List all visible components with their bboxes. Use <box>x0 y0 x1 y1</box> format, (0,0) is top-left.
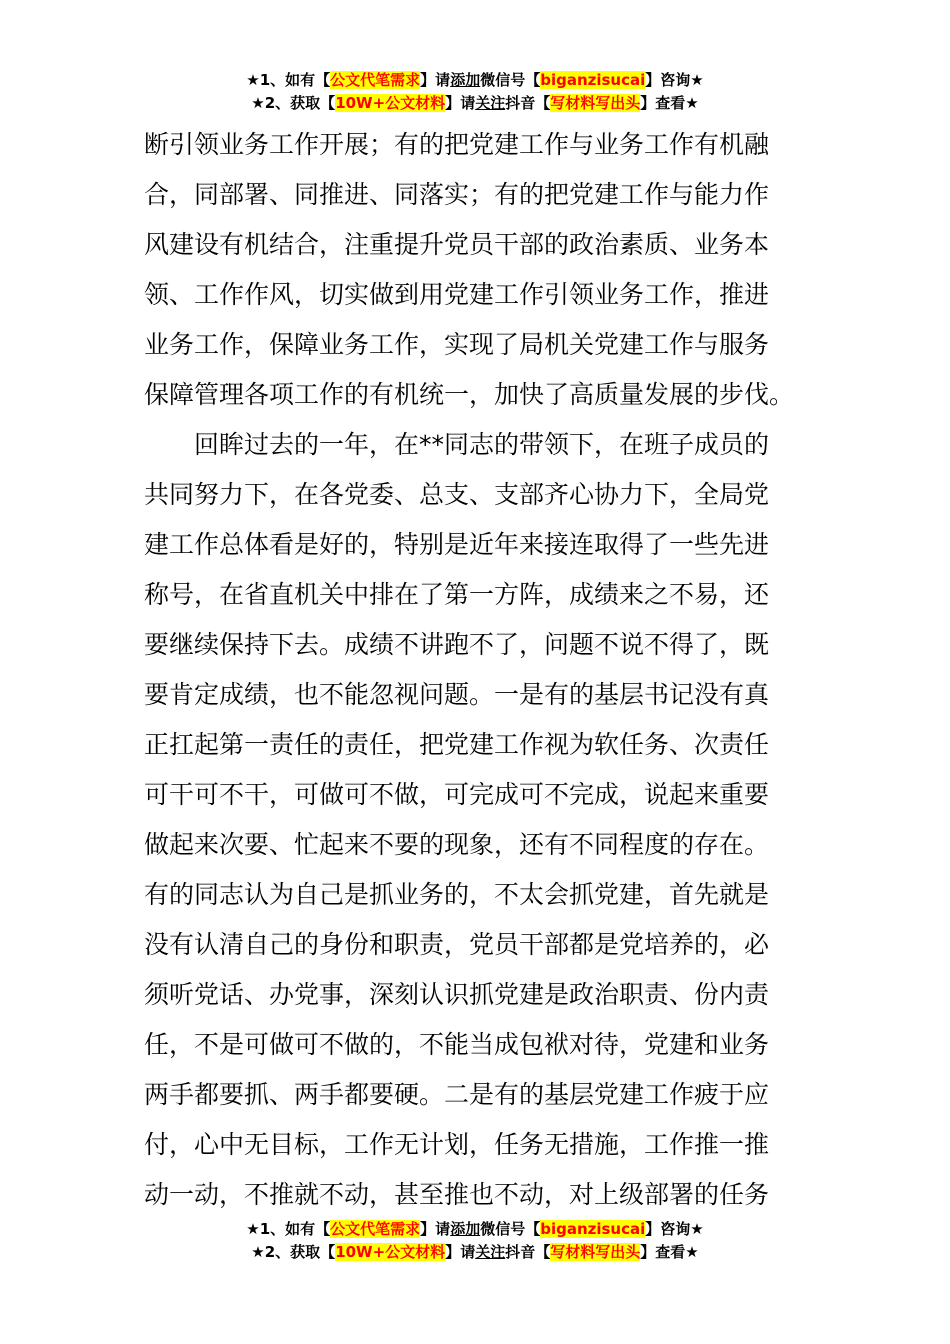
banner-text: 抖音【 <box>505 94 551 112</box>
body-line: 任，不是可做可不做的，不能当成包袱对待，党建和业务 <box>144 1030 770 1059</box>
body-line: 做起来次要、忙起来不要的现象，还有不同程度的存在。 <box>144 830 770 859</box>
body-line: 称号，在省直机关中排在了第一方阵，成绩来之不易，还 <box>144 580 770 609</box>
body-line: 合，同部署、同推进、同落实；有的把党建工作与能力作 <box>144 180 770 209</box>
body-line: 回眸过去的一年，在**同志的带领下，在班子成员的 <box>144 430 770 459</box>
banner-highlight: 10W+公文材料 <box>335 94 446 112</box>
banner-text: 】咨询★ <box>645 1220 704 1238</box>
banner-text: ★2、获取【 <box>251 1243 336 1261</box>
body-line: 要继续保持下去。成绩不讲跑不了，问题不说不得了，既 <box>144 630 770 659</box>
banner-highlight: 写材料写出头 <box>550 1243 641 1261</box>
body-line: 业务工作，保障业务工作，实现了局机关党建工作与服务 <box>144 330 770 359</box>
banner-highlight: 10W+公文材料 <box>335 1243 446 1261</box>
header-banner <box>0 69 950 115</box>
banner-line-2 <box>0 92 950 115</box>
banner-text: 】查看★ <box>640 1243 699 1261</box>
banner-line-2 <box>0 1241 950 1264</box>
banner-text: ★1、如有【 <box>246 71 331 89</box>
body-line: 有的同志认为自己是抓业务的，不太会抓党建，首先就是 <box>144 880 770 909</box>
banner-highlight: biganzisucai <box>540 71 646 89</box>
banner-text: 】请 <box>420 71 451 89</box>
body-line: 正扛起第一责任的责任，把党建工作视为软任务、次责任 <box>144 730 770 759</box>
body-line: 要肯定成绩，也不能忽视问题。一是有的基层书记没有真 <box>144 680 770 709</box>
body-line: 两手都要抓、两手都要硬。二是有的基层党建工作疲于应 <box>144 1080 770 1109</box>
body-line: 可干可不干，可做可不做，可完成可不完成，说起来重要 <box>144 780 770 809</box>
banner-highlight: 公文代笔需求 <box>330 1220 421 1238</box>
document-body <box>144 120 808 1220</box>
banner-underline: 添加 <box>450 71 481 89</box>
banner-text: 】请 <box>420 1220 451 1238</box>
banner-text: 微信号【 <box>480 1220 541 1238</box>
body-line: 风建设有机结合，注重提升党员干部的政治素质、业务本 <box>144 230 770 259</box>
banner-line-1 <box>0 69 950 92</box>
body-line: 付，心中无目标，工作无计划，任务无措施，工作推一推 <box>144 1130 770 1159</box>
footer-banner <box>0 1218 950 1264</box>
banner-highlight: biganzisucai <box>540 1220 646 1238</box>
banner-text: 微信号【 <box>480 71 541 89</box>
body-line: 保障管理各项工作的有机统一，加快了高质量发展的步伐。 <box>144 380 795 409</box>
body-line: 建工作总体看是好的，特别是近年来接连取得了一些先进 <box>144 530 770 559</box>
banner-text: 】咨询★ <box>645 71 704 89</box>
banner-text: 】查看★ <box>640 94 699 112</box>
body-line: 动一动，不推就不动，甚至推也不动，对上级部署的任务 <box>144 1180 770 1209</box>
banner-text: 】请 <box>445 94 476 112</box>
body-line: 断引领业务工作开展；有的把党建工作与业务工作有机融 <box>144 130 770 159</box>
banner-text: ★1、如有【 <box>246 1220 331 1238</box>
banner-underline: 关注 <box>475 1243 506 1261</box>
banner-underline: 关注 <box>475 94 506 112</box>
body-line: 共同努力下，在各党委、总支、支部齐心协力下，全局党 <box>144 480 770 509</box>
body-line: 没有认清自己的身份和职责，党员干部都是党培养的，必 <box>144 930 770 959</box>
banner-text: 抖音【 <box>505 1243 551 1261</box>
banner-text: ★2、获取【 <box>251 94 336 112</box>
body-line: 领、工作作风，切实做到用党建工作引领业务工作，推进 <box>144 280 770 309</box>
body-line: 须听党话、办党事，深刻认识抓党建是政治职责、份内责 <box>144 980 770 1009</box>
banner-highlight: 写材料写出头 <box>550 94 641 112</box>
banner-text: 】请 <box>445 1243 476 1261</box>
banner-line-1 <box>0 1218 950 1241</box>
banner-highlight: 公文代笔需求 <box>330 71 421 89</box>
banner-underline: 添加 <box>450 1220 481 1238</box>
